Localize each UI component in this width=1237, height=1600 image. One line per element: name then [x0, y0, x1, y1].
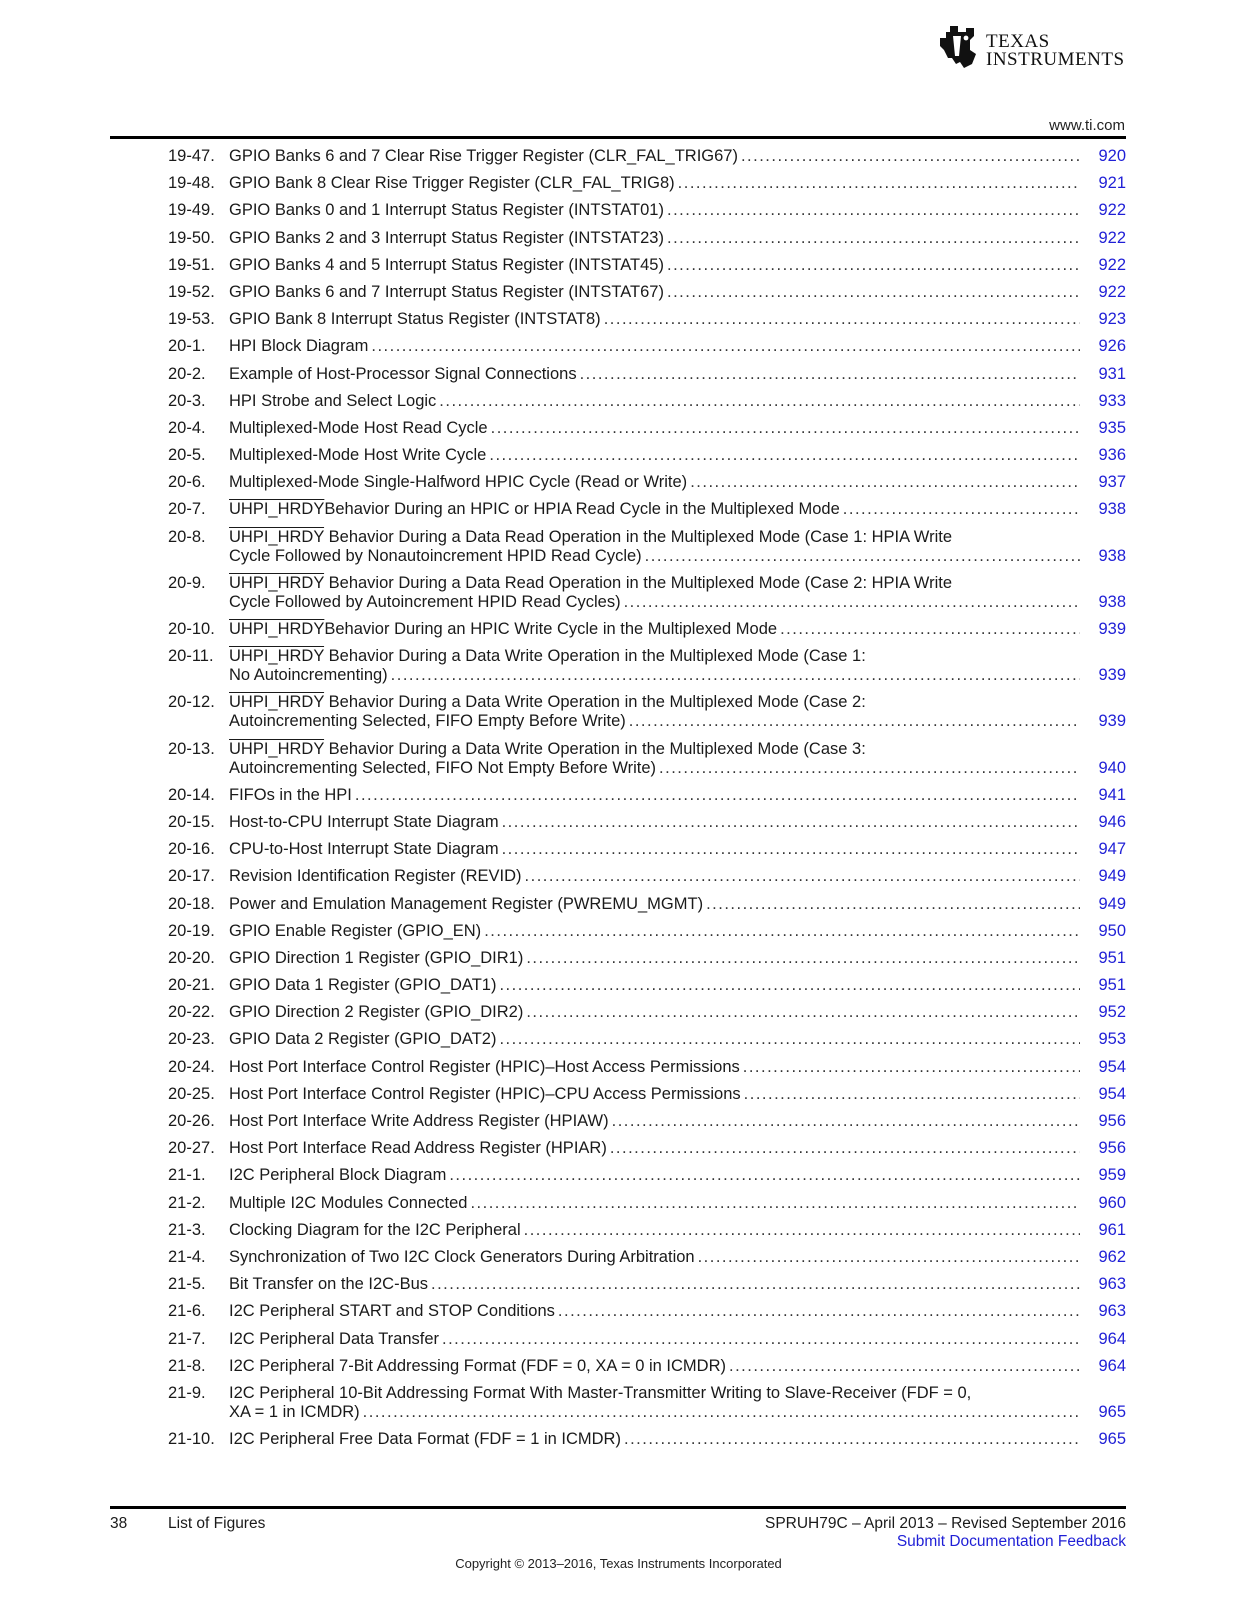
figure-number: 20-17.: [168, 867, 215, 886]
toc-entry[interactable]: [168, 500, 1126, 519]
page-link[interactable]: 965: [1098, 1430, 1126, 1449]
dot-leader: [526, 949, 1080, 968]
figure-number: 20-22.: [168, 1003, 215, 1022]
dot-leader: [780, 620, 1080, 639]
page-link[interactable]: 953: [1098, 1030, 1126, 1049]
figure-number: 21-6.: [168, 1302, 206, 1321]
figure-title: GPIO Banks 6 and 7 Clear Rise Trigger Register (CLR_FAL_TRIG67): [229, 147, 738, 165]
toc-entry[interactable]: [168, 473, 1126, 492]
dot-leader: [843, 500, 1080, 519]
page-link[interactable]: 937: [1098, 473, 1126, 492]
toc-entry[interactable]: [168, 813, 1126, 832]
signal-name: UHPI_HRDY: [229, 500, 325, 519]
figure-number: 19-47.: [168, 147, 215, 165]
figure-title-continued: Cycle Followed by Autoincrement HPID Read Cycles): [229, 592, 621, 611]
figure-title: Behavior During a Data Write Operation in the Multiplexed Mode (Case 3:: [324, 739, 866, 758]
figure-title: GPIO Data 2 Register (GPIO_DAT2): [229, 1030, 497, 1049]
toc-entry[interactable]: [168, 1330, 1126, 1349]
toc-entry[interactable]: [168, 840, 1126, 859]
dot-leader: [431, 1275, 1080, 1294]
page-link[interactable]: 964: [1098, 1356, 1126, 1375]
figure-number: 21-8.: [168, 1356, 206, 1375]
figure-number: 21-1.: [168, 1166, 206, 1185]
page-link[interactable]: 950: [1098, 921, 1126, 940]
toc-entry[interactable]: [168, 1221, 1126, 1240]
figure-number: 20-8.: [168, 527, 206, 546]
page-link[interactable]: 951: [1098, 948, 1126, 967]
signal-name: UHPI_HRDY: [229, 527, 325, 546]
ti-logo: [936, 24, 1126, 72]
figure-title: Example of Host-Processor Signal Connections: [229, 364, 577, 383]
feedback-link[interactable]: Submit Documentation Feedback: [896, 1533, 1126, 1550]
figure-number: 20-16.: [168, 840, 215, 859]
page-link[interactable]: 940: [1098, 758, 1126, 777]
page-link[interactable]: 935: [1098, 418, 1126, 437]
toc-entry[interactable]: [168, 256, 1126, 275]
figure-number: 19-52.: [168, 282, 215, 301]
figure-number: 20-5.: [168, 446, 206, 465]
page-link[interactable]: 939: [1098, 712, 1126, 731]
toc-entry[interactable]: [168, 620, 1126, 639]
figure-title: Synchronization of Two I2C Clock Generators During Arbitration: [229, 1247, 695, 1266]
toc-entry[interactable]: [168, 147, 1126, 166]
figure-title-continued: Autoincrementing Selected, FIFO Empty Before Write): [229, 712, 626, 731]
toc-entry[interactable]: [168, 740, 1126, 778]
figure-number: 21-2.: [168, 1193, 206, 1212]
figure-title: Behavior During a Data Write Operation in the Multiplexed Mode (Case 2:: [324, 693, 866, 712]
page-link[interactable]: 922: [1098, 282, 1126, 301]
document-id: SPRUH79C – April 2013 – Revised September 2016: [764, 1515, 1126, 1532]
dot-leader: [743, 1058, 1080, 1077]
dot-leader: [371, 337, 1080, 356]
toc-entry[interactable]: [168, 1194, 1126, 1213]
page-link[interactable]: 922: [1098, 201, 1126, 220]
page-link[interactable]: 956: [1098, 1112, 1126, 1130]
figure-number: 19-53.: [168, 310, 215, 329]
figure-number: 20-19.: [168, 921, 215, 940]
dot-leader: [604, 310, 1080, 329]
figure-number: 20-6.: [168, 473, 206, 492]
figure-number: 20-18.: [168, 894, 215, 913]
figure-title-continued: Cycle Followed by Nonautoincrement HPID Read Cycle): [229, 546, 642, 565]
figure-title: Behavior During a Data Read Operation in the Multiplexed Mode (Case 1: HPIA Write: [324, 527, 952, 546]
figure-title: GPIO Bank 8 Clear Rise Trigger Register (CLR_FAL_TRIG8): [229, 174, 675, 193]
figure-title: CPU-to-Host Interrupt State Diagram: [229, 840, 499, 859]
dot-leader: [558, 1302, 1080, 1321]
dot-leader: [526, 1003, 1080, 1022]
figure-title: I2C Peripheral START and STOP Conditions: [229, 1302, 555, 1321]
page-link[interactable]: 965: [1098, 1402, 1126, 1421]
toc-entry[interactable]: [168, 1139, 1126, 1158]
figure-list: [168, 147, 1126, 1457]
dot-leader: [525, 867, 1080, 886]
dot-leader: [629, 712, 1080, 731]
figure-number: 20-4.: [168, 418, 206, 437]
figure-title: I2C Peripheral 10-Bit Addressing Format With Master-Transmitter Writing to Slave-Receiver (FDF = 0,: [229, 1383, 972, 1402]
page-link[interactable]: 963: [1098, 1275, 1126, 1294]
figure-number: 20-26.: [168, 1112, 215, 1130]
dot-leader: [442, 1330, 1080, 1349]
figure-number: 21-4.: [168, 1247, 206, 1266]
dot-leader: [706, 895, 1080, 914]
figure-title: HPI Block Diagram: [229, 337, 369, 356]
dot-leader: [624, 593, 1080, 612]
signal-name: UHPI_HRDY: [229, 573, 325, 592]
logo-line2: INSTRUMENTS: [986, 49, 1125, 70]
toc-entry[interactable]: [168, 1275, 1126, 1294]
toc-entry[interactable]: [168, 1166, 1126, 1185]
figure-number: 19-51.: [168, 255, 215, 274]
figure-title: Multiplexed-Mode Host Read Cycle: [229, 418, 488, 437]
figure-number: 21-7.: [168, 1329, 206, 1348]
toc-entry[interactable]: [168, 976, 1126, 995]
signal-name: UHPI_HRDY: [229, 693, 325, 712]
toc-entry[interactable]: [168, 1085, 1126, 1104]
page-link[interactable]: 949: [1098, 894, 1126, 913]
dot-leader: [667, 283, 1080, 302]
figure-title-continued: XA = 1 in ICMDR): [229, 1402, 360, 1421]
dot-leader: [698, 1248, 1080, 1267]
figure-number: 19-48.: [168, 174, 215, 193]
figure-title: Host Port Interface Control Register (HPIC)–CPU Access Permissions: [229, 1084, 741, 1103]
figure-title: GPIO Bank 8 Interrupt Status Register (INTSTAT8): [229, 310, 601, 329]
dot-leader: [744, 1085, 1080, 1104]
dot-leader: [449, 1166, 1080, 1185]
figure-title: Host-to-CPU Interrupt State Diagram: [229, 812, 499, 831]
toc-entry[interactable]: [168, 337, 1126, 356]
dot-leader: [610, 1139, 1080, 1158]
toc-entry[interactable]: [168, 310, 1126, 329]
toc-entry[interactable]: [168, 174, 1126, 193]
figure-number: 20-27.: [168, 1139, 215, 1158]
figure-title: Power and Emulation Management Register (PWREMU_MGMT): [229, 894, 704, 913]
page-link[interactable]: 949: [1098, 867, 1126, 886]
page-link[interactable]: 951: [1098, 976, 1126, 995]
dot-leader: [499, 976, 1080, 995]
page-link[interactable]: 952: [1098, 1003, 1126, 1022]
figure-title: I2C Peripheral Free Data Format (FDF = 1 in ICMDR): [229, 1430, 621, 1449]
toc-entry[interactable]: [168, 647, 1126, 685]
page-link[interactable]: 923: [1098, 310, 1126, 329]
page-link[interactable]: 962: [1098, 1247, 1126, 1266]
page-link[interactable]: 933: [1098, 391, 1126, 410]
dot-leader: [502, 840, 1080, 859]
toc-entry[interactable]: [168, 1112, 1126, 1131]
dot-leader: [667, 229, 1080, 248]
page-link[interactable]: 941: [1098, 785, 1126, 804]
logo-line1: TEXAS: [986, 31, 1050, 52]
figure-title: GPIO Direction 2 Register (GPIO_DIR2): [229, 1003, 524, 1022]
dot-leader: [690, 473, 1080, 492]
dot-leader: [470, 1194, 1080, 1213]
page-link[interactable]: 922: [1098, 255, 1126, 274]
figure-title: GPIO Banks 2 and 3 Interrupt Status Register (INTSTAT23): [229, 228, 664, 247]
page-link[interactable]: 938: [1098, 546, 1126, 565]
figure-title: HPI Strobe and Select Logic: [229, 391, 437, 410]
figure-title-continued: Autoincrementing Selected, FIFO Not Empty Before Write): [229, 758, 657, 777]
toc-entry[interactable]: [168, 693, 1126, 731]
page-number: 38: [110, 1515, 128, 1532]
page-link[interactable]: 921: [1098, 174, 1126, 193]
figure-title: I2C Peripheral Block Diagram: [229, 1166, 447, 1185]
page-link[interactable]: 936: [1098, 446, 1126, 465]
figure-number: 21-10.: [168, 1430, 215, 1449]
figure-number: 20-12.: [168, 693, 215, 712]
toc-entry[interactable]: [168, 1384, 1126, 1422]
figure-number: 20-20.: [168, 948, 215, 967]
page-link[interactable]: 960: [1098, 1193, 1126, 1212]
toc-entry[interactable]: [168, 201, 1126, 220]
figure-title: Clocking Diagram for the I2C Peripheral: [229, 1220, 521, 1239]
figure-title: I2C Peripheral Data Transfer: [229, 1329, 440, 1348]
dot-leader: [667, 256, 1080, 275]
toc-entry[interactable]: [168, 528, 1126, 566]
page-link[interactable]: 959: [1098, 1166, 1126, 1185]
page-link[interactable]: 956: [1098, 1139, 1126, 1158]
page-link[interactable]: 920: [1098, 147, 1126, 165]
toc-entry[interactable]: [168, 1058, 1126, 1077]
page-link[interactable]: 954: [1098, 1084, 1126, 1103]
figure-number: 21-5.: [168, 1275, 206, 1294]
figure-number: 20-1.: [168, 337, 206, 356]
toc-entry[interactable]: [168, 365, 1126, 384]
figure-number: 20-21.: [168, 976, 215, 995]
figure-number: 20-3.: [168, 391, 206, 410]
figure-title: GPIO Direction 1 Register (GPIO_DIR1): [229, 948, 524, 967]
page-link[interactable]: 938: [1098, 500, 1126, 519]
signal-name: UHPI_HRDY: [229, 739, 325, 758]
dot-leader: [363, 1403, 1080, 1422]
figure-number: 20-9.: [168, 573, 206, 592]
signal-name: UHPI_HRDY: [229, 620, 325, 638]
toc-entry[interactable]: [168, 786, 1126, 805]
toc-entry[interactable]: [168, 1430, 1126, 1449]
dot-leader: [355, 786, 1080, 805]
toc-entry[interactable]: [168, 1248, 1126, 1267]
signal-name: UHPI_HRDY: [229, 647, 325, 666]
ti-logo-icon: [936, 24, 980, 70]
dot-leader: [729, 1357, 1080, 1376]
toc-entry[interactable]: [168, 1357, 1126, 1376]
dot-leader: [484, 922, 1080, 941]
figure-title: GPIO Data 1 Register (GPIO_DAT1): [229, 976, 497, 995]
figure-number: 20-15.: [168, 812, 215, 831]
figure-number: 20-2.: [168, 364, 206, 383]
site-url[interactable]: www.ti.com: [1049, 117, 1125, 134]
figure-title: Behavior During an HPIC Write Cycle in the Multiplexed Mode: [324, 620, 778, 638]
figure-title: Multiplexed-Mode Single-Halfword HPIC Cycle (Read or Write): [229, 473, 688, 492]
page-link[interactable]: 947: [1098, 840, 1126, 859]
dot-leader: [439, 392, 1080, 411]
page-link[interactable]: 954: [1098, 1057, 1126, 1076]
toc-entry[interactable]: [168, 446, 1126, 465]
toc-entry[interactable]: [168, 867, 1126, 886]
page-link[interactable]: 938: [1098, 592, 1126, 611]
figure-title: Multiple I2C Modules Connected: [229, 1193, 468, 1212]
dot-leader: [612, 1112, 1080, 1131]
page-link[interactable]: 931: [1098, 364, 1126, 383]
figure-number: 20-13.: [168, 739, 215, 758]
section-name: List of Figures: [168, 1515, 266, 1532]
dot-leader: [499, 1030, 1080, 1049]
toc-entry[interactable]: [168, 895, 1126, 914]
dot-leader: [645, 547, 1080, 566]
page-link[interactable]: 922: [1098, 228, 1126, 247]
figure-title: Host Port Interface Control Register (HPIC)–Host Access Permissions: [229, 1057, 740, 1076]
figure-number: 20-11.: [168, 647, 214, 666]
figure-number: 19-50.: [168, 228, 215, 247]
figure-title: Host Port Interface Read Address Register (HPIAR): [229, 1139, 607, 1158]
toc-entry[interactable]: [168, 419, 1126, 438]
toc-entry[interactable]: [168, 229, 1126, 248]
figure-number: 20-24.: [168, 1057, 215, 1076]
page-link[interactable]: 939: [1098, 666, 1126, 685]
dot-leader: [659, 759, 1080, 778]
figure-number: 21-9.: [168, 1383, 206, 1402]
footer-rule: [110, 1506, 1126, 1509]
dot-leader: [580, 365, 1080, 384]
figure-title: GPIO Banks 4 and 5 Interrupt Status Register (INTSTAT45): [229, 255, 664, 274]
figure-number: 20-25.: [168, 1084, 215, 1103]
figure-number: 20-10.: [168, 620, 215, 638]
dot-leader: [491, 419, 1080, 438]
page-link[interactable]: 961: [1098, 1220, 1126, 1239]
figure-title: Behavior During a Data Write Operation in the Multiplexed Mode (Case 1:: [324, 647, 866, 666]
figure-title: Host Port Interface Write Address Register (HPIAW): [229, 1112, 609, 1130]
header-rule: [110, 136, 1126, 139]
figure-title-continued: No Autoincrementing): [229, 666, 388, 685]
figure-title: GPIO Banks 0 and 1 Interrupt Status Register (INTSTAT01): [229, 201, 664, 220]
figure-number: 20-7.: [168, 500, 206, 519]
dot-leader: [489, 446, 1080, 465]
figure-title: Revision Identification Register (REVID): [229, 867, 522, 886]
figure-title: FIFOs in the HPI: [229, 785, 352, 804]
page-link[interactable]: 963: [1098, 1302, 1126, 1321]
page-link[interactable]: 926: [1098, 337, 1126, 356]
toc-entry[interactable]: [168, 283, 1126, 302]
figure-number: 20-23.: [168, 1030, 215, 1049]
figure-title: GPIO Enable Register (GPIO_EN): [229, 921, 482, 940]
figure-number: 20-14.: [168, 785, 215, 804]
dot-leader: [524, 1221, 1080, 1240]
toc-entry[interactable]: [168, 949, 1126, 968]
page-link[interactable]: 946: [1098, 812, 1126, 831]
dot-leader: [667, 201, 1080, 220]
page-link[interactable]: 964: [1098, 1329, 1126, 1348]
toc-entry[interactable]: [168, 392, 1126, 411]
toc-entry[interactable]: [168, 1003, 1126, 1022]
dot-leader: [391, 666, 1080, 685]
figure-title: Behavior During a Data Read Operation in the Multiplexed Mode (Case 2: HPIA Write: [324, 573, 952, 592]
figure-number: 21-3.: [168, 1220, 206, 1239]
figure-title: Behavior During an HPIC or HPIA Read Cycle in the Multiplexed Mode: [324, 500, 840, 519]
figure-number: 19-49.: [168, 201, 215, 220]
copyright: Copyright © 2013–2016, Texas Instruments Incorporated: [455, 1556, 782, 1571]
toc-entry[interactable]: [168, 1302, 1126, 1321]
dot-leader: [678, 174, 1080, 193]
figure-title: I2C Peripheral 7-Bit Addressing Format (FDF = 0, XA = 0 in ICMDR): [229, 1356, 727, 1375]
toc-entry[interactable]: [168, 574, 1126, 612]
figure-title: Multiplexed-Mode Host Write Cycle: [229, 446, 487, 465]
figure-title: Bit Transfer on the I2C-Bus: [229, 1275, 429, 1294]
page-link[interactable]: 939: [1098, 620, 1126, 638]
toc-entry[interactable]: [168, 1030, 1126, 1049]
dot-leader: [741, 147, 1080, 166]
dot-leader: [624, 1430, 1080, 1449]
toc-entry[interactable]: [168, 922, 1126, 941]
dot-leader: [502, 813, 1080, 832]
figure-title: GPIO Banks 6 and 7 Interrupt Status Register (INTSTAT67): [229, 282, 664, 301]
